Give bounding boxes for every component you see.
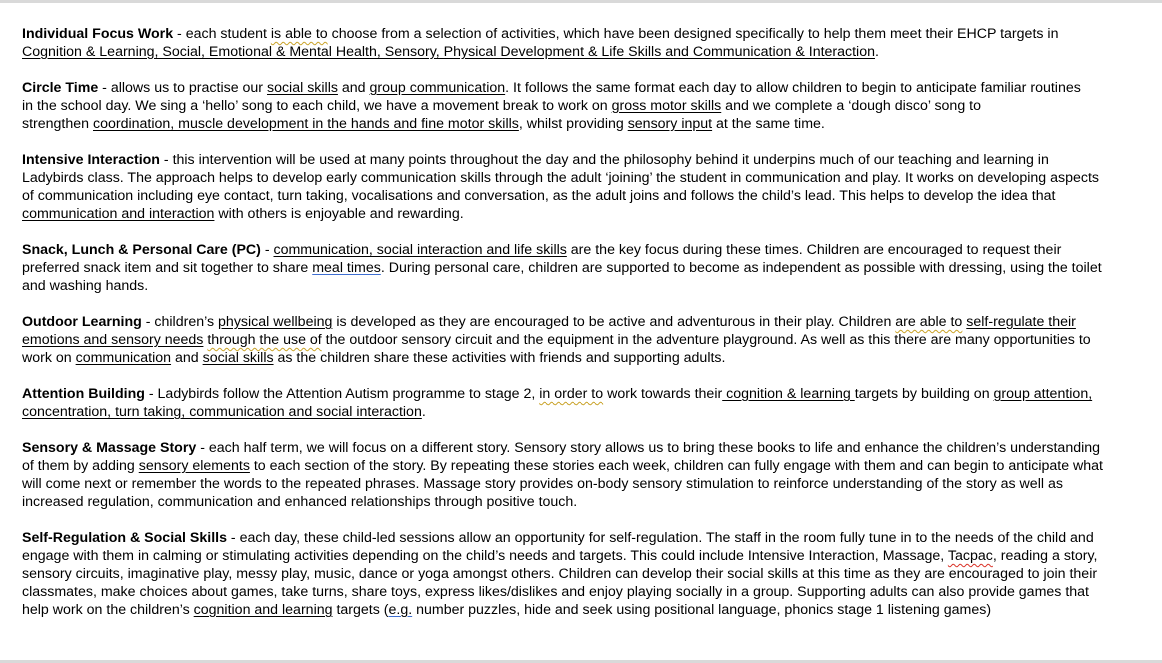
text-line: [22, 79, 1140, 97]
text-run: as the children share these activities with friends and supporting adults.: [273, 350, 726, 366]
para-attention-building: [22, 385, 1140, 421]
text-run: classmates, make choices about games, take turns, share toys, express likes/dislikes and enjoy playing socially in a group. Supporting adults can also provide games that: [22, 584, 1089, 600]
section-heading: Attention Building: [22, 386, 145, 402]
underlined-term: communication and interaction: [22, 206, 215, 222]
underlined-term: cognition & learning: [722, 386, 855, 402]
text-run: . It follows the same format each day to allow children to begin to anticipate familiar routines: [505, 80, 1081, 96]
text-run: the outdoor sensory circuit and the equipment in the adventure playground. As well as this there are many opportunities to: [321, 332, 1091, 348]
spelling-mark: through the use of: [207, 332, 322, 348]
spelling-mark: is able to: [270, 26, 328, 42]
underlined-term: Cognition & Learning, Social, Emotional & Mental Health, Sensory, Physical Development & Life Skills and Communication & Interaction: [22, 44, 875, 60]
text-run: in the school day. We sing a ‘hello’ song to each child, we have a movement break to work on: [22, 98, 612, 114]
underlined-term: gross motor skills: [611, 98, 722, 114]
underlined-term: emotions and sensory needs: [22, 332, 204, 348]
text-line: [22, 313, 1140, 331]
para-sensory-massage-story: [22, 439, 1140, 511]
text-run: .: [875, 44, 879, 60]
text-run: number puzzles, hide and seek using positional language, phonics stage 1 listening games): [412, 602, 992, 618]
text-run: and we complete a ‘dough disco’ song to: [721, 98, 981, 114]
underlined-term: cognition and learning: [193, 602, 333, 618]
text-line: [22, 529, 1140, 547]
text-run: work towards their: [603, 386, 723, 402]
text-run: . During personal care, children are supported to become as independent as possible with dressing, using the toilet: [380, 260, 1102, 276]
text-run: are the key focus during these times. Children are encouraged to request their: [566, 242, 1062, 258]
text-run: with others is enjoyable and rewarding.: [214, 206, 464, 222]
top-border: [0, 0, 1162, 3]
text-line: [22, 583, 1140, 601]
text-line: [22, 457, 1140, 475]
text-run: , whilst providing: [518, 116, 628, 132]
section-heading: Circle Time: [22, 80, 99, 96]
text-line: [22, 331, 1140, 349]
para-individual-focus-work: [22, 25, 1140, 61]
text-line: [22, 97, 1140, 115]
text-line: [22, 205, 1140, 223]
text-line: [22, 259, 1140, 277]
text-run: - children’s: [141, 314, 219, 330]
text-run: and washing hands.: [22, 278, 149, 294]
text-line: [22, 565, 1140, 583]
underlined-term: coordination, muscle development in the hands and fine motor skills: [93, 116, 519, 132]
underlined-term: sensory elements: [138, 458, 250, 474]
section-heading: Snack, Lunch & Personal Care (PC): [22, 242, 261, 258]
text-line: [22, 187, 1140, 205]
text-line: [22, 493, 1140, 511]
text-run: choose from a selection of activities, which have been designed specifically to help them meet their EHCP targets in: [327, 26, 1059, 42]
text-line: [22, 601, 1140, 619]
text-run: - allows us to practise our: [98, 80, 267, 96]
spelling-mark: in order to: [539, 386, 604, 402]
text-run: targets by building on: [854, 386, 994, 402]
text-run: preferred snack item and sit together to share: [22, 260, 313, 276]
underlined-term: physical wellbeing: [218, 314, 333, 330]
text-run: increased regulation, communication and enhanced relationships through positive touch.: [22, 494, 578, 510]
text-run: of them by adding: [22, 458, 139, 474]
text-line: [22, 151, 1140, 169]
section-heading: Self-Regulation & Social Skills: [22, 530, 227, 546]
para-snack-lunch-personal-care: [22, 241, 1140, 295]
underlined-term: self-regulate their: [966, 314, 1076, 330]
text-run: targets (: [332, 602, 389, 618]
text-run: strengthen: [22, 116, 93, 132]
text-run: - this intervention will be used at many points throughout the day and the philosophy behind it underpins much of our teaching and learning in: [159, 152, 1049, 168]
spelling-mark: are able to: [895, 314, 963, 330]
para-self-regulation-social-skills: [22, 529, 1140, 619]
text-run: and: [171, 350, 203, 366]
text-run: to each section of the story. By repeating these stories each week, children can fully engage with them and can begin to anticipate what: [249, 458, 1103, 474]
underlined-term: social skills: [202, 350, 274, 366]
text-line: [22, 25, 1140, 43]
text-run: and: [337, 80, 370, 96]
text-line: [22, 439, 1140, 457]
text-run: .: [421, 404, 426, 420]
text-run: work on: [22, 350, 76, 366]
text-run: -: [260, 242, 274, 258]
text-run: is developed as they are encouraged to be active and adventurous in their play. Children: [332, 314, 896, 330]
text-line: [22, 241, 1140, 259]
section-heading: Individual Focus Work: [22, 26, 174, 42]
underlined-term: group attention,: [993, 386, 1093, 402]
para-circle-time: [22, 79, 1140, 133]
text-run: , reading a story,: [992, 548, 1098, 564]
text-run: engage with them in calming or stimulating activities depending on the child’s needs and targets. This could include Intensive Interaction, Massage,: [22, 548, 948, 564]
text-line: [22, 403, 1140, 421]
text-line: [22, 115, 1140, 133]
underlined-term: sensory input: [627, 116, 713, 132]
underlined-term: group communication: [369, 80, 506, 96]
text-line: [22, 385, 1140, 403]
underlined-term: concentration, turn taking, communication and social interaction: [22, 404, 422, 420]
text-run: - each day, these child-led sessions allow an opportunity for self-regulation. The staff in the room fully tune in to the needs of the child and: [226, 530, 1094, 546]
text-run: - each half term, we will focus on a different story. Sensory story allows us to bring these books to life and enhance the children’s understanding: [196, 440, 1101, 456]
text-line: [22, 277, 1140, 295]
text-line: [22, 349, 1140, 367]
underlined-term: communication: [75, 350, 172, 366]
text-run: of communication including eye contact, turn taking, vocalisations and conversation, as the adult joins and follows the child’s lead. This helps to develop the idea that: [22, 188, 1056, 204]
grammar-mark: e.g.: [388, 602, 413, 618]
spelling-mark: Tacpac: [947, 548, 993, 564]
text-run: - Ladybirds follow the Attention Autism programme to stage 2,: [144, 386, 540, 402]
underlined-term: communication, social interaction and life skills: [273, 242, 567, 258]
grammar-mark: meal times: [312, 260, 381, 276]
text-run: at the same time.: [712, 116, 825, 132]
document-body: [22, 25, 1140, 637]
text-line: [22, 43, 1140, 61]
para-intensive-interaction: [22, 151, 1140, 223]
text-run: Ladybirds class. The approach helps to develop early communication skills through the adult ‘joining’ the student in communication and play. It works on developing aspects: [22, 170, 1100, 186]
text-line: [22, 475, 1140, 493]
text-line: [22, 169, 1140, 187]
text-run: help work on the children’s: [22, 602, 194, 618]
text-run: sensory circuits, imaginative play, messy play, music, dance or yoga amongst others. Children can develop their social skills at this time as they are encouraged to join their: [22, 566, 1098, 582]
underlined-term: social skills: [266, 80, 338, 96]
section-heading: Sensory & Massage Story: [22, 440, 197, 456]
text-run: will come next or remember the words to the repeated phrases. Massage story provides on-body sensory stimulation to reinforce understanding of the story as well as: [22, 476, 1063, 492]
section-heading: Outdoor Learning: [22, 314, 142, 330]
text-line: [22, 547, 1140, 565]
para-outdoor-learning: [22, 313, 1140, 367]
section-heading: Intensive Interaction: [22, 152, 160, 168]
text-run: - each student: [173, 26, 271, 42]
